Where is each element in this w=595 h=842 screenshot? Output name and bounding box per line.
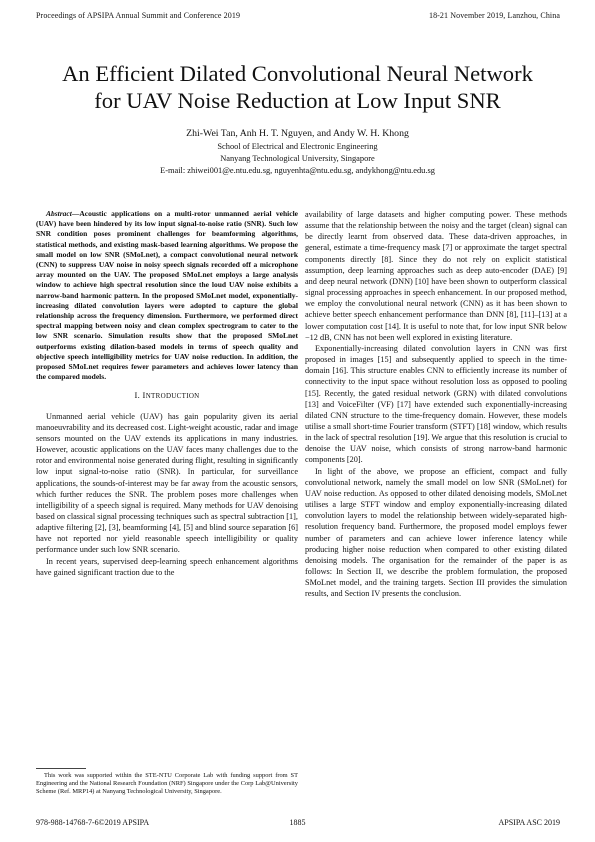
footer-isbn: 978-988-14768-7-6©2019 APSIPA	[36, 818, 150, 827]
affiliation-school: School of Electrical and Electronic Engineering	[217, 142, 378, 151]
author-emails: E-mail: zhiwei001@e.ntu.edu.sg, nguyenhta@ntu.edu.sg, andykhong@ntu.edu.sg	[160, 166, 435, 175]
body-paragraph-proposal: In light of the above, we propose an efficient, compact and fully convolutional network, namely the small model on low SNR (SMoLnet) for UAV noise reduction. As opposed to other dilated denoising models, SMoLnet utilises a large STFT window and employ exponentially-increasing dilated convolution layers to model the relationship between widely-separated high-resolution frequency band. Furthermore, the proposed model employs fewer number of parameters and can achieve lower inference latency while producing higher noise reduction when compared to other existing dilated denoising models. The organisation for the remainder of the paper is as follows: In Section II, we describe the problem formulation, the proposed SMoLnet model, and the training targets. Section III provides the simulation results, and Section IV presents the conclusion.	[305, 466, 567, 599]
left-column	[36, 209, 298, 578]
affiliation-university: Nanyang Technological University, Singapore	[220, 154, 375, 163]
title-line-2: for UAV Noise Reduction at Low Input SNR	[94, 88, 501, 113]
abstract-dash: —	[71, 209, 80, 218]
section-heading-introduction	[36, 390, 298, 402]
footer-conference: APSIPA ASC 2019	[498, 818, 560, 827]
right-column	[305, 209, 567, 599]
footnote-divider	[36, 768, 86, 769]
intro-paragraph-1: Unmanned aerial vehicle (UAV) has gain popularity given its aerial manoeuvrability and its decreased cost. Light-weight acoustic, radar and image sensors mounted on the UAV extends its applications in many industries. However, acoustic applications on the UAV faces many challenges due to the rotor and environmental noise generated during flight, resulting in significantly low input signal-to-noise ratio (SNR). In particular, for surveillance applications, the sounds-of-interest may be far away from the acoustic sensors, which further reduces the SNR. The problem poses more challenges when intelligibility of a speech signal is required. Many methods for UAV denoising based on classical signal processing techniques such as spectral subtraction [1], adaptive filtering [2], [3], beamforming [4], [5] and blind source separation [6] have not reported nor yield reasonable speech intelligibility or quality performance under such low SNR scenario.	[36, 411, 298, 555]
body-paragraph-dilated: Exponentially-increasing dilated convolution layers in CNN was first proposed in images [15] and subsequently applied to speech in the time-domain [16]. This structure enables CNN to efficiently increase its number of connectivity to the input space without resolution loss as opposed to pooling [15]. Recently, the gated residual network (GRN) with dilated convolutions [13] and VoiceFilter (VF) [17] have extended such exponentially-increasing dilated CNN structure to the time-frequency domain. However, these models utilise a small short-time Fourier transform (STFT) [18] window, which results in the lack of spectral resolution [19]. We argue that this resolution is crucial to denoise the UAV noise, which consists of strong narrow-band harmonic components [20].	[305, 343, 567, 465]
author-list: Zhi-Wei Tan, Anh H. T. Nguyen, and Andy W. H. Khong	[186, 128, 409, 139]
abstract-text: Acoustic applications on a multi-rotor unmanned aerial vehicle (UAV) have been hindered by its low input signal-to-noise ratio (SNR). Such low SNR condition poses prominent challenges for beamforming algorithms, statistical methods, and existing mask-based learning algorithms. We propose the small model on low SNR (SMoLnet), a compact convolutional neural network (CNN) to suppress UAV noise in noisy speech signals recorded off a microphone array mounted on the UAV. The proposed SMoLnet employs a large analysis window to achieve high spectral resolution since the loud UAV noise exhibits a narrow-band harmonic pattern. In the proposed SMoLnet model, exponentially-increasing dilated convolution layers were adopted to capture the global relationship across the frequency dimension. Furthermore, we performed direct spectral mapping between noisy and clean complex spectrogram to cater to the low SNR scenario. Simulation results show that the proposed SMoLnet outperforms existing dilation-based models in terms of speech quality and objective speech intelligibility metrics for UAV noise reduction. In addition, the proposed SMoLnet requires fewer parameters and achieves lower latency than the compared models.	[36, 209, 298, 382]
running-header-right: 18-21 November 2019, Lanzhou, China	[428, 11, 560, 20]
running-header-left: Proceedings of APSIPA Annual Summit and Conference 2019	[36, 11, 241, 20]
abstract-label: Abstract	[46, 209, 72, 218]
funding-footnote: This work was supported within the STE-NTU Corporate Lab with funding support from ST Engineering and the National Research Foundation (NRF) Singapore under the Corp Lab@University Scheme (Ref. MRP14) at Nanyang Technological University, Singapore.	[36, 772, 298, 795]
page-number: 1885	[289, 818, 306, 827]
section-title-rest: NTRODUCTION	[145, 392, 200, 401]
intro-paragraph-2: In recent years, supervised deep-learning speech enhancement algorithms have gained significant traction due to the	[36, 556, 298, 577]
title-line-1: An Efficient Dilated Convolutional Neural Network	[62, 61, 533, 86]
abstract	[36, 209, 298, 382]
paper-title	[30, 60, 565, 114]
section-numeral: I.	[134, 390, 141, 401]
body-paragraph-continued: availability of large datasets and higher computing power. These methods assume that the relationship between the noisy and the target (clean) signal can be directly learnt from observed data. These data-driven approaches, in general, estimate a time-frequency mask [7] or approximate the target spectral components directly [8]. Since they do not rely on explicit statistical assumption, deep learning approaches such as deep auto-encoder (DAE) [9] and deep neural network (DNN) [10] have been shown to outperform classical signal processing approaches in speech enhancement. In our proposed method, we employ the convolutional neural network (CNN) as it has been shown to achieve better speech enhancement performance than DNN [8], [11]–[13] at a lower computation cost [14]. It is useful to note that, for low input SNR below −12 dB, CNN has not been well explored in existing literature.	[305, 210, 567, 342]
section-title-first: I	[142, 390, 146, 401]
